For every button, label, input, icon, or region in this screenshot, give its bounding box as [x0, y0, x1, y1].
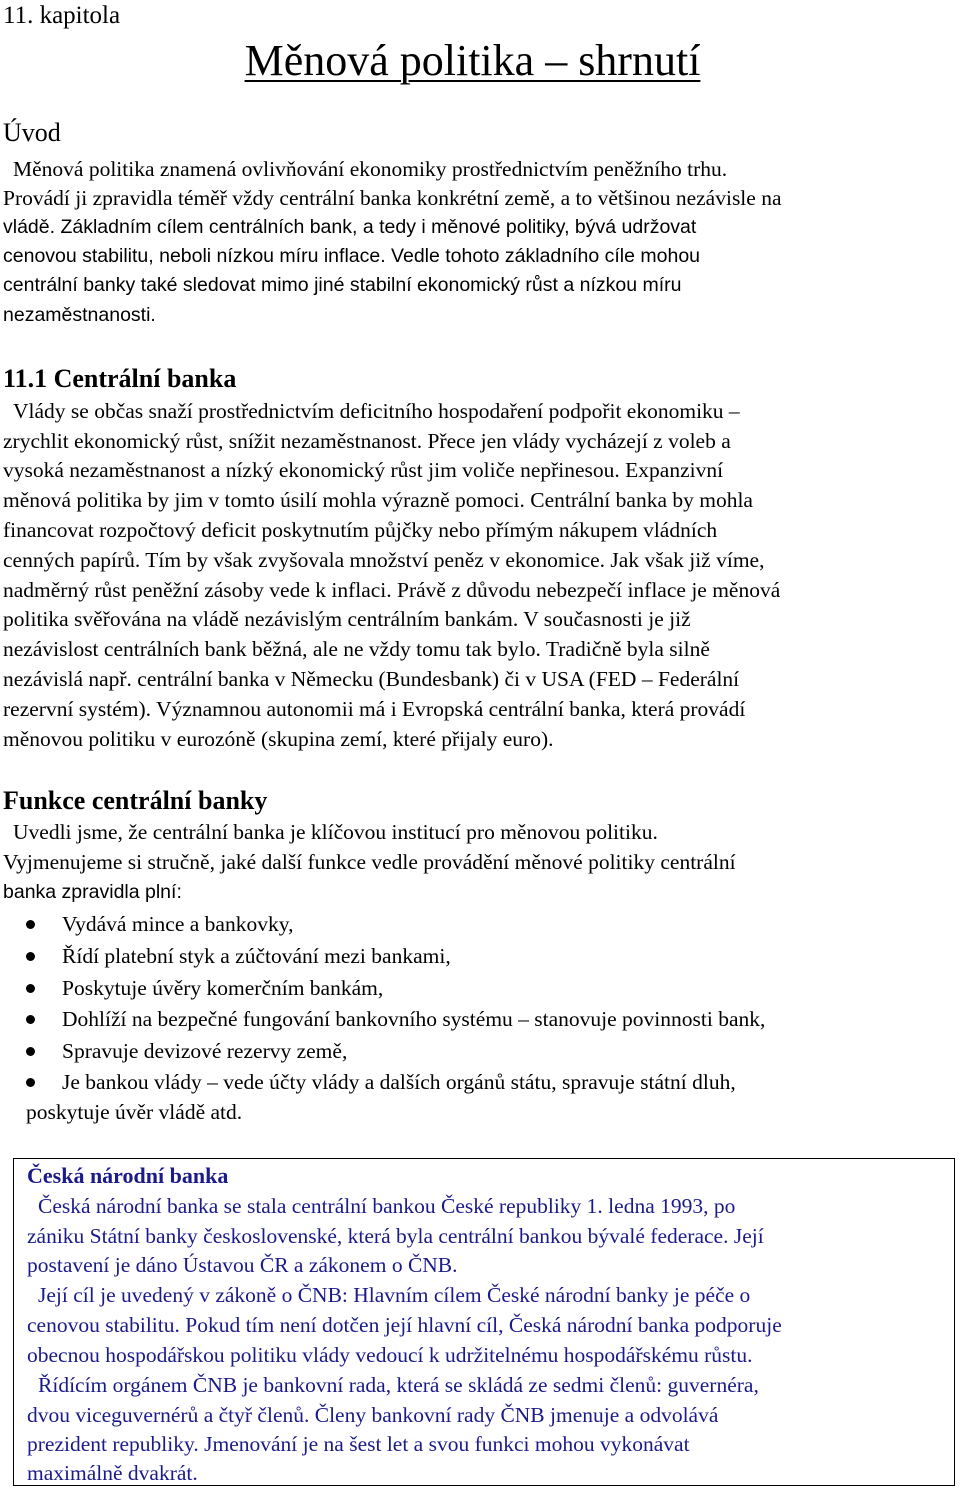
- list-item: Dohlíží na bezpečné fungování bankovního systému – stanovuje povinnosti bank,: [62, 1007, 766, 1031]
- intro-line: centrální banky také sledovat mimo jiné stabilní ekonomický růst a nízkou míru: [3, 274, 682, 296]
- intro-line: vládě. Základním cílem centrálních bank, a tedy i měnové politiky, bývá udržovat: [3, 216, 697, 238]
- cnb-box-line: postavení je dáno Ústavou ČR a zákonem o ČNB.: [27, 1253, 458, 1277]
- bullet-icon: [26, 1047, 35, 1056]
- functions-line: Uvedli jsme, že centrální banka je klíčovou institucí pro měnovou politiku.: [13, 820, 658, 844]
- central-bank-line: nadměrný růst peněžní zásoby vede k inflaci. Právě z důvodu nebezpečí inflace je měnová: [3, 578, 781, 602]
- bullet-icon: [26, 984, 35, 993]
- central-bank-line: rezervní systém). Významnou autonomii má i Evropská centrální banka, která provádí: [3, 697, 746, 721]
- functions-line: banka zpravidla plní:: [3, 881, 182, 903]
- section-heading-central-bank: 11.1 Centrální banka: [3, 364, 237, 393]
- list-item: Řídí platební styk a zúčtování mezi bankami,: [62, 944, 451, 968]
- central-bank-line: měnová politika by jim v tomto úsilí mohla výrazně pomoci. Centrální banka by mohla: [3, 488, 753, 512]
- functions-line: Vyjmenujeme si stručně, jaké další funkce vedle provádění měnové politiky centrální: [3, 850, 736, 874]
- cnb-box-line: Řídícím orgánem ČNB je bankovní rada, která se skládá ze sedmi členů: guvernéra,: [38, 1373, 759, 1397]
- list-item: Spravuje devizové rezervy země,: [62, 1039, 348, 1063]
- chapter-label: 11. kapitola: [3, 2, 121, 29]
- central-bank-line: financovat rozpočtový deficit poskytnutím půjčky nebo přímým nákupem vládních: [3, 518, 718, 542]
- bullet-icon: [26, 952, 35, 961]
- bullet-icon: [26, 1078, 35, 1087]
- central-bank-line: Vlády se občas snaží prostřednictvím deficitního hospodaření podpořit ekonomiku –: [13, 399, 740, 423]
- list-item: Je bankou vlády – vede účty vlády a dalších orgánů státu, spravuje státní dluh,: [62, 1070, 736, 1094]
- intro-line: Provádí ji zpravidla téměř vždy centrální banka konkrétní země, a to většinou nezávisle na: [3, 186, 782, 210]
- intro-heading: Úvod: [3, 118, 61, 147]
- cnb-box-line: obecnou hospodářskou politiku vlády vedoucí k udržitelnému hospodářskému růstu.: [27, 1343, 753, 1367]
- page-title: Měnová politika – shrnutí: [244, 36, 701, 85]
- cnb-box-line: dvou viceguvernérů a čtyř členů. Členy bankovní rady ČNB jmenuje a odvolává: [27, 1403, 719, 1427]
- cnb-info-box: [13, 1158, 955, 1486]
- intro-line: Měnová politika znamená ovlivňování ekonomiky prostřednictvím peněžního trhu.: [13, 157, 728, 181]
- list-item: Poskytuje úvěry komerčním bankám,: [62, 976, 384, 1000]
- cnb-box-line: Její cíl je uvedený v zákoně o ČNB: Hlavním cílem České národní banky je péče o: [38, 1283, 751, 1307]
- list-item: Vydává mince a bankovky,: [62, 912, 294, 936]
- cnb-box-line: Česká národní banka se stala centrální bankou České republiky 1. ledna 1993, po: [38, 1194, 736, 1218]
- cnb-box-line: cenovou stabilitu. Pokud tím není dotčen její hlavní cíl, Česká národní banka podporuje: [27, 1313, 782, 1337]
- cnb-box-line: prezident republiky. Jmenování je na šest let a svou funkci mohou vykonávat: [27, 1432, 690, 1456]
- intro-line: cenovou stabilitu, neboli nízkou míru inflace. Vedle tohoto základního cíle mohou: [3, 245, 701, 267]
- section-heading-functions: Funkce centrální banky: [3, 786, 268, 815]
- central-bank-line: měnovou politiku v eurozóně (skupina zemí, které přijaly euro).: [3, 727, 554, 751]
- cnb-box-heading: Česká národní banka: [27, 1163, 229, 1188]
- central-bank-line: politika svěřována na vládě nezávislým centrálním bankám. V současnosti je již: [3, 607, 691, 631]
- central-bank-line: vysoká nezaměstnanost a nízký ekonomický růst jim voliče nepřinesou. Expanzivní: [3, 458, 724, 482]
- intro-line: nezaměstnanosti.: [3, 304, 156, 326]
- central-bank-line: cenných papírů. Tím by však zvyšovala množství peněz v ekonomice. Jak však již víme,: [3, 548, 765, 572]
- bullet-icon: [26, 1015, 35, 1024]
- central-bank-line: nezávislá např. centrální banka v Německu (Bundesbank) či v USA (FED – Federální: [3, 667, 740, 691]
- cnb-box-line: maximálně dvakrát.: [27, 1461, 198, 1485]
- bullet-icon: [26, 920, 35, 929]
- central-bank-line: zrychlit ekonomický růst, snížit nezaměstnanost. Přece jen vlády vycházejí z voleb a: [3, 429, 731, 453]
- list-item-continuation: poskytuje úvěr vládě atd.: [26, 1100, 243, 1124]
- cnb-box-line: zániku Státní banky československé, která byla centrální bankou bývalé federace. Její: [27, 1224, 764, 1248]
- central-bank-line: nezávislost centrálních bank běžná, ale ne vždy tomu tak bylo. Tradičně byla silně: [3, 637, 710, 661]
